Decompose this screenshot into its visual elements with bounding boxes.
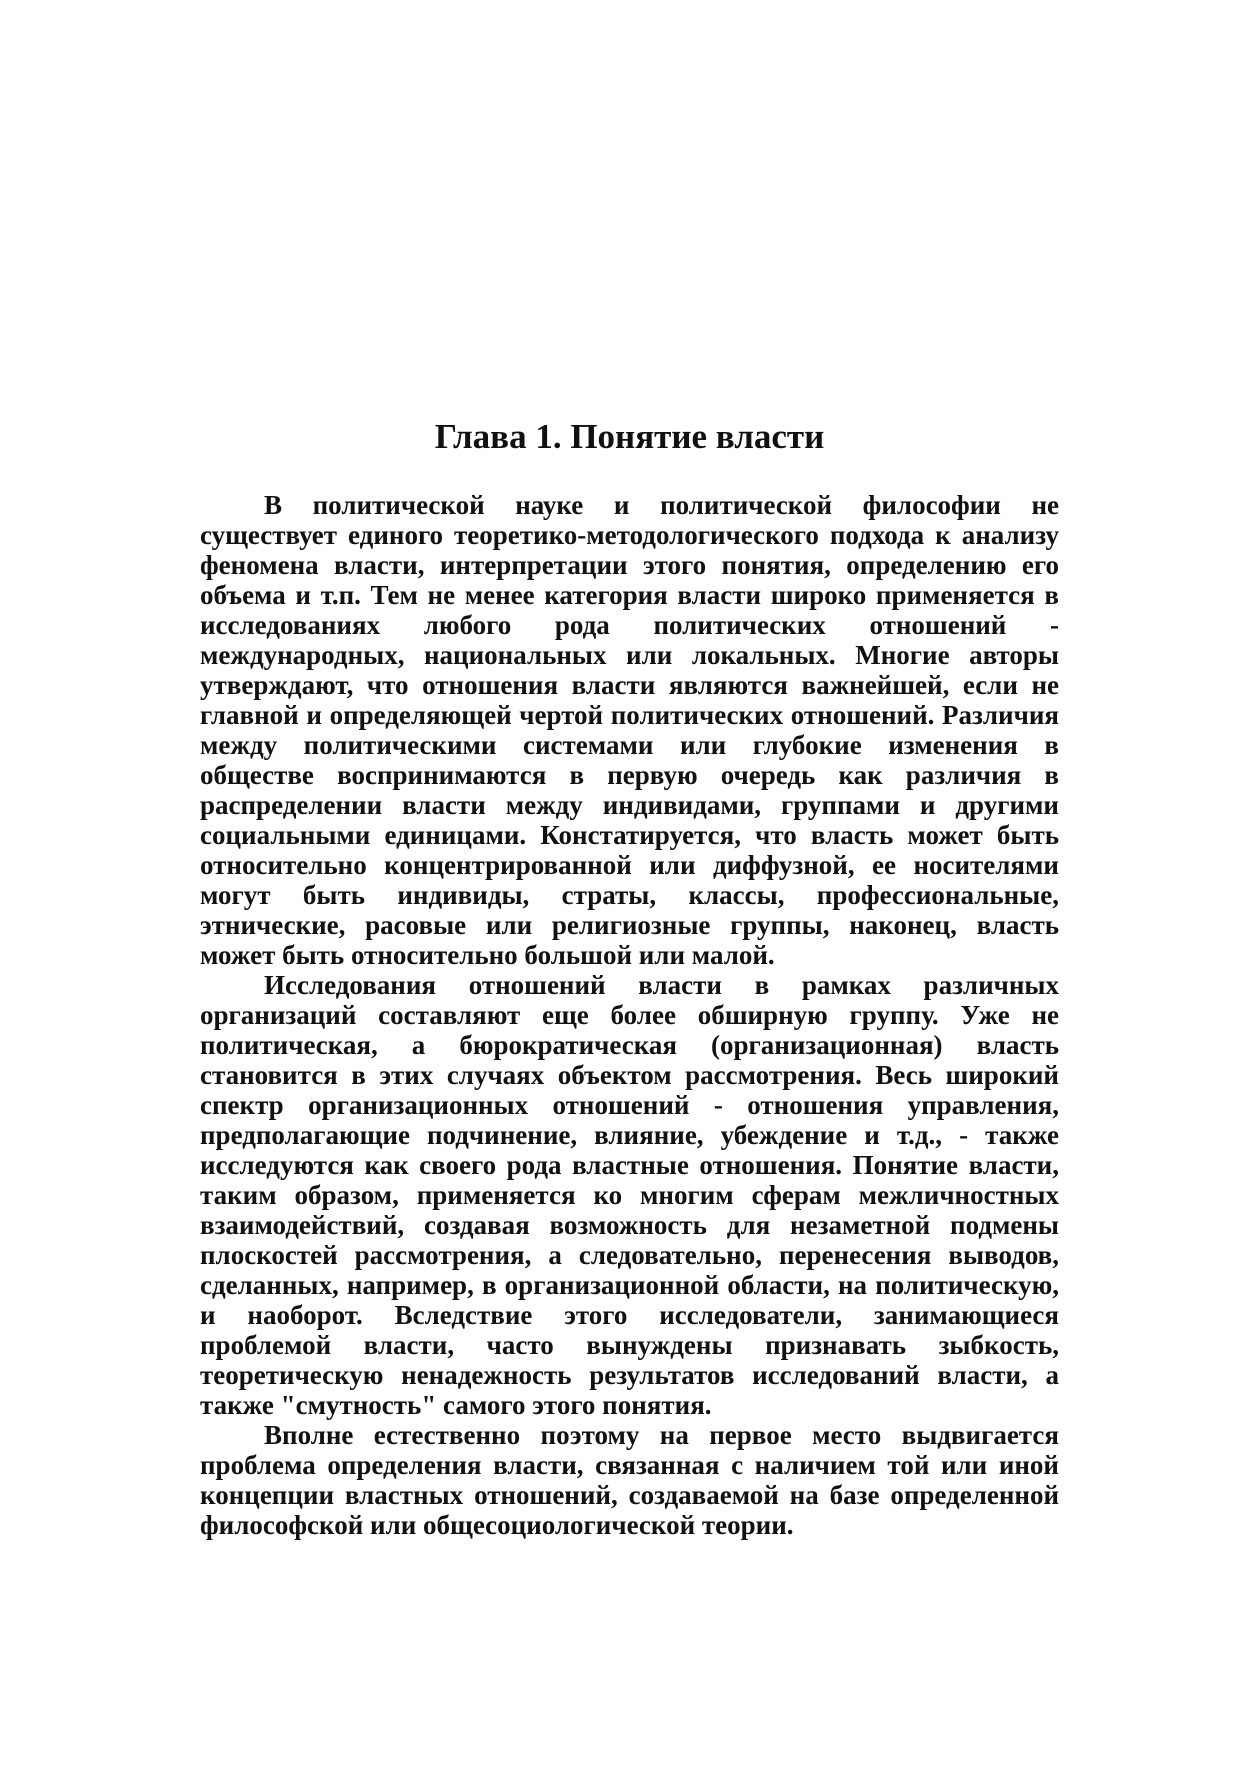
chapter-title: Глава 1. Понятие власти: [434, 417, 825, 456]
paragraph-1: В политической науке и политической философии не существует единого теоретико-методологического подхода к анализу феномена власти, интерпретации этого понятия, определению его объема и т.п. Тем не менее категория власти широко применяется в исследованиях любого рода политических отношений - международных, национальных или локальных. Многие авторы утверждают, что отношения власти являются важнейшей, если не главной и определяющей чертой политических отношений. Различия между политическими системами или глубокие изменения в обществе воспринимаются в первую очередь как различия в распределении власти между индивидами, группами и другими социальными единицами. Констатируется, что власть может быть относительно концентрированной или диффузной, ее носителями могут быть индивиды, страты, классы, профессиональные, этнические, расовые или религиозные группы, наконец, власть может быть относительно большой или малой.: [200, 490, 1059, 970]
paragraph-3: Вполне естественно поэтому на первое место выдвигается проблема определения власти, связанная с наличием той или иной концепции властных отношений, создаваемой на базе определенной философской или общесоциологической теории.: [200, 1420, 1059, 1540]
paragraph-2: Исследования отношений власти в рамках различных организаций составляют еще более обширную группу. Уже не политическая, а бюрократическая (организационная) власть становится в этих случаях объектом рассмотрения. Весь широкий спектр организационных отношений - отношения управления, предполагающие подчинение, влияние, убеждение и т.д., - также исследуются как своего рода властные отношения. Понятие власти, таким образом, применяется ко многим сферам межличностных взаимодействий, создавая возможность для незаметной подмены плоскостей рассмотрения, а следовательно, перенесения выводов, сделанных, например, в организационной области, на политическую, и наоборот. Вследствие этого исследователи, занимающиеся проблемой власти, часто вынуждены признавать зыбкость, теоретическую ненадежность результатов исследований власти, а также "смутность" самого этого понятия.: [200, 970, 1059, 1420]
chapter-body: [200, 490, 1059, 1540]
